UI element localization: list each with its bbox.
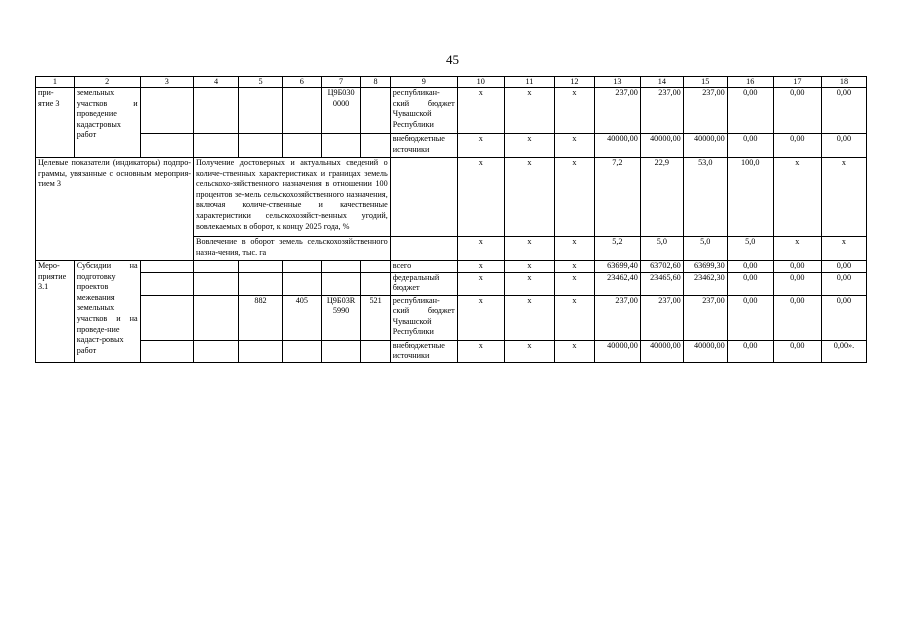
code-cell xyxy=(282,261,321,273)
column-number: 4 xyxy=(194,77,239,88)
value-cell: x xyxy=(773,237,821,261)
value-cell: 23462,40 xyxy=(594,272,640,295)
value-cell: 40000,00 xyxy=(640,340,683,362)
value-cell: 237,00 xyxy=(683,88,727,134)
value-cell: 0,00». xyxy=(821,340,866,362)
value-cell: 0,00 xyxy=(727,261,773,273)
column-number: 6 xyxy=(282,77,321,88)
value-cell: x xyxy=(457,158,504,237)
budget-code-cell xyxy=(321,134,361,158)
funding-source-cell: внебюджетные источники xyxy=(390,134,457,158)
value-cell: 40000,00 xyxy=(640,134,683,158)
value-cell: 237,00 xyxy=(683,295,727,340)
value-cell: x xyxy=(457,134,504,158)
funding-source-cell: федеральный бюджет xyxy=(390,272,457,295)
value-cell: 0,00 xyxy=(727,295,773,340)
budget-code-cell xyxy=(321,340,361,362)
value-cell: 0,00 xyxy=(773,134,821,158)
funding-source-cell: всего xyxy=(390,261,457,273)
column-number: 14 xyxy=(640,77,683,88)
column-number: 8 xyxy=(361,77,390,88)
value-cell: x xyxy=(457,295,504,340)
value-cell: 40000,00 xyxy=(683,134,727,158)
value-cell: 0,00 xyxy=(727,272,773,295)
indicator-text: Получение достоверных и актуальных сведений о количе-ственных характеристиках и границах земель сельскохо-зяйственного назначения в отношении 100 процентов зе-мель сельскохозяйственного назначения, включая количе-ственные и качественные характеристики сельскохозяйст-венных угодий, вовлекаемых в оборот, к концу 2025 года, % xyxy=(194,158,391,237)
value-cell: x xyxy=(821,158,866,237)
program-table xyxy=(35,76,867,363)
measure-description-cell: Субсидии на подготовку проектов межевания земельных участков и на проведе-ние кадаст-ровых работ xyxy=(74,261,140,363)
value-cell: x xyxy=(457,88,504,134)
budget-code-cell xyxy=(321,261,361,273)
value-cell: x xyxy=(504,340,554,362)
code-cell xyxy=(282,272,321,295)
value-cell: x xyxy=(773,158,821,237)
column-number: 12 xyxy=(555,77,595,88)
table-row xyxy=(36,340,867,362)
value-cell: x xyxy=(504,295,554,340)
column-number-row xyxy=(36,77,867,88)
value-cell: 0,00 xyxy=(773,88,821,134)
value-cell: 0,00 xyxy=(773,340,821,362)
value-cell: 5,0 xyxy=(727,237,773,261)
column-number: 16 xyxy=(727,77,773,88)
value-cell: 63702,60 xyxy=(640,261,683,273)
value-cell: x xyxy=(555,134,595,158)
value-cell: x xyxy=(504,261,554,273)
value-cell: 0,00 xyxy=(821,272,866,295)
code-cell: 521 xyxy=(361,295,390,340)
value-cell: 0,00 xyxy=(773,295,821,340)
value-cell: x xyxy=(821,237,866,261)
code-cell xyxy=(361,261,390,273)
value-cell: 0,00 xyxy=(821,295,866,340)
value-cell: 100,0 xyxy=(727,158,773,237)
value-cell: x xyxy=(504,88,554,134)
value-cell: x xyxy=(457,340,504,362)
budget-code-cell: Ц9Б030 0000 xyxy=(321,88,361,134)
value-cell: 23465,60 xyxy=(640,272,683,295)
value-cell: 7,2 xyxy=(594,158,640,237)
column-number: 17 xyxy=(773,77,821,88)
table-row xyxy=(36,272,867,295)
value-cell: 0,00 xyxy=(727,88,773,134)
value-cell: x xyxy=(504,158,554,237)
page-number: 45 xyxy=(446,52,459,67)
value-cell: 0,00 xyxy=(821,261,866,273)
measure-description-cell: земельных участков и проведение кадастровых работ xyxy=(74,88,140,158)
table-row xyxy=(36,134,867,158)
value-cell: 237,00 xyxy=(640,295,683,340)
budget-code-cell: Ц9Б03R 5990 xyxy=(321,295,361,340)
code-cell xyxy=(239,261,283,273)
value-cell: 63699,30 xyxy=(683,261,727,273)
column-number: 15 xyxy=(683,77,727,88)
code-cell xyxy=(282,340,321,362)
value-cell: 237,00 xyxy=(640,88,683,134)
value-cell: 0,00 xyxy=(821,88,866,134)
value-cell: 5,0 xyxy=(683,237,727,261)
code-cell: 405 xyxy=(282,295,321,340)
value-cell: x xyxy=(555,272,595,295)
funding-source-cell: республикан-ский бюджет Чувашской Республики xyxy=(390,295,457,340)
code-cell xyxy=(239,340,283,362)
value-cell: x xyxy=(555,237,595,261)
value-cell: x xyxy=(555,295,595,340)
funding-source-cell: республикан-ский бюджет Чувашской Республики xyxy=(390,88,457,134)
column-number: 18 xyxy=(821,77,866,88)
value-cell: x xyxy=(555,158,595,237)
column-number: 1 xyxy=(36,77,75,88)
column-number: 11 xyxy=(504,77,554,88)
value-cell: x xyxy=(555,340,595,362)
value-cell: 40000,00 xyxy=(683,340,727,362)
value-cell: 5,2 xyxy=(594,237,640,261)
value-cell: 53,0 xyxy=(683,158,727,237)
value-cell: 23462,30 xyxy=(683,272,727,295)
column-number: 3 xyxy=(140,77,193,88)
value-cell: 237,00 xyxy=(594,88,640,134)
value-cell: x xyxy=(457,237,504,261)
table-row xyxy=(36,295,867,340)
column-number: 13 xyxy=(594,77,640,88)
value-cell: 0,00 xyxy=(773,261,821,273)
value-cell: x xyxy=(457,272,504,295)
value-cell: 237,00 xyxy=(594,295,640,340)
value-cell: 0,00 xyxy=(773,272,821,295)
value-cell: 40000,00 xyxy=(594,134,640,158)
column-number: 5 xyxy=(239,77,283,88)
value-cell: x xyxy=(504,272,554,295)
measure-name-cell: при- ятие 3 xyxy=(36,88,75,158)
budget-code-cell xyxy=(321,272,361,295)
value-cell: 0,00 xyxy=(727,134,773,158)
table-row xyxy=(36,261,867,273)
column-number: 9 xyxy=(390,77,457,88)
value-cell: x xyxy=(555,88,595,134)
code-cell xyxy=(239,272,283,295)
code-cell xyxy=(361,272,390,295)
value-cell: 22,9 xyxy=(640,158,683,237)
value-cell: x xyxy=(555,261,595,273)
funding-source-cell: внебюджетные источники xyxy=(390,340,457,362)
column-number: 2 xyxy=(74,77,140,88)
column-number: 7 xyxy=(321,77,361,88)
target-indicators-label: Целевые показатели (индикаторы) подпро-граммы, увязанные с основным мероприя-тием 3 xyxy=(36,158,194,261)
value-cell: 63699,40 xyxy=(594,261,640,273)
value-cell: 0,00 xyxy=(727,340,773,362)
table-row xyxy=(36,158,867,237)
code-cell: 882 xyxy=(239,295,283,340)
table-row xyxy=(36,88,867,134)
column-number: 10 xyxy=(457,77,504,88)
indicator-text: Вовлечение в оборот земель сельскохозяйственного назна-чения, тыс. га xyxy=(194,237,391,261)
value-cell: x xyxy=(504,237,554,261)
value-cell: x xyxy=(457,261,504,273)
value-cell: 5,0 xyxy=(640,237,683,261)
value-cell: 0,00 xyxy=(821,134,866,158)
value-cell: 40000,00 xyxy=(594,340,640,362)
code-cell xyxy=(361,340,390,362)
value-cell: x xyxy=(504,134,554,158)
measure-name-cell: Меро-приятие 3.1 xyxy=(36,261,75,363)
